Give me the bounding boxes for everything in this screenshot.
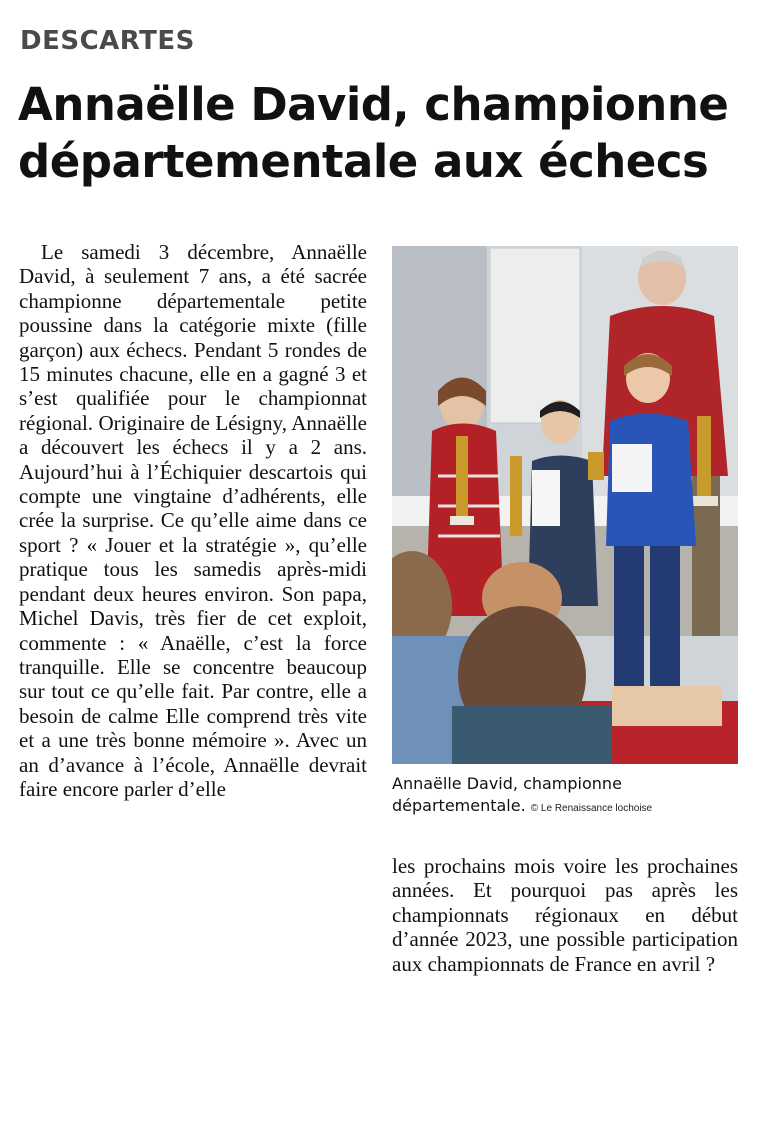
body-text-left: Le samedi 3 décembre, Annaëlle David, à seulement 7 ans, a été sacrée championne départementale petite poussine dans la catégorie mixte (fille garçon) aux échecs. Pendant 5 rondes de 15 minutes chacune, elle en a gagné 3 et s’est qualifiée pour le championnat régional. Originaire de Lésigny, Annaëlle a découvert les échecs il y a 2 ans. Aujourd’hui à l’Échiquier descartois qui compte une vingtaine d’adhérents, elle crée la surprise. Ce qu’elle aime dans ce sport ? « Jouer et la stratégie », qu’elle pratique tous les samedis après-midi pendant deux heures environ. Son papa, Michel Davis, très fier de cet exploit, commente : « Anaëlle, c’est la force tranquille. Elle se concentre beaucoup sur tout ce qu’elle fait. Par contre, elle a besoin de calme Elle comprend très vite et a une très bonne mémoire ». Avec un an d’avance à l’école, Annaëlle devrait faire encore parler d’elle [19, 240, 367, 801]
section-kicker: DESCARTES [20, 26, 195, 56]
photo-caption [392, 773, 738, 820]
body-column-right [392, 854, 738, 976]
article-headline: Annaëlle David, championne départementale aux échecs [18, 78, 729, 188]
body-column-left [19, 240, 367, 801]
chess-award-photo-illustration [392, 246, 738, 764]
photo-credit: © Le Renaissance lochoise [530, 803, 653, 814]
body-text-right: les prochains mois voire les prochaines années. Et pourquoi pas après les championnats régionaux en début d’année 2023, une possible participation aux championnats de France en avril ? [392, 854, 738, 976]
article-photo [392, 246, 738, 764]
caption-text: Annaëlle David, championne départementale. [392, 774, 622, 815]
